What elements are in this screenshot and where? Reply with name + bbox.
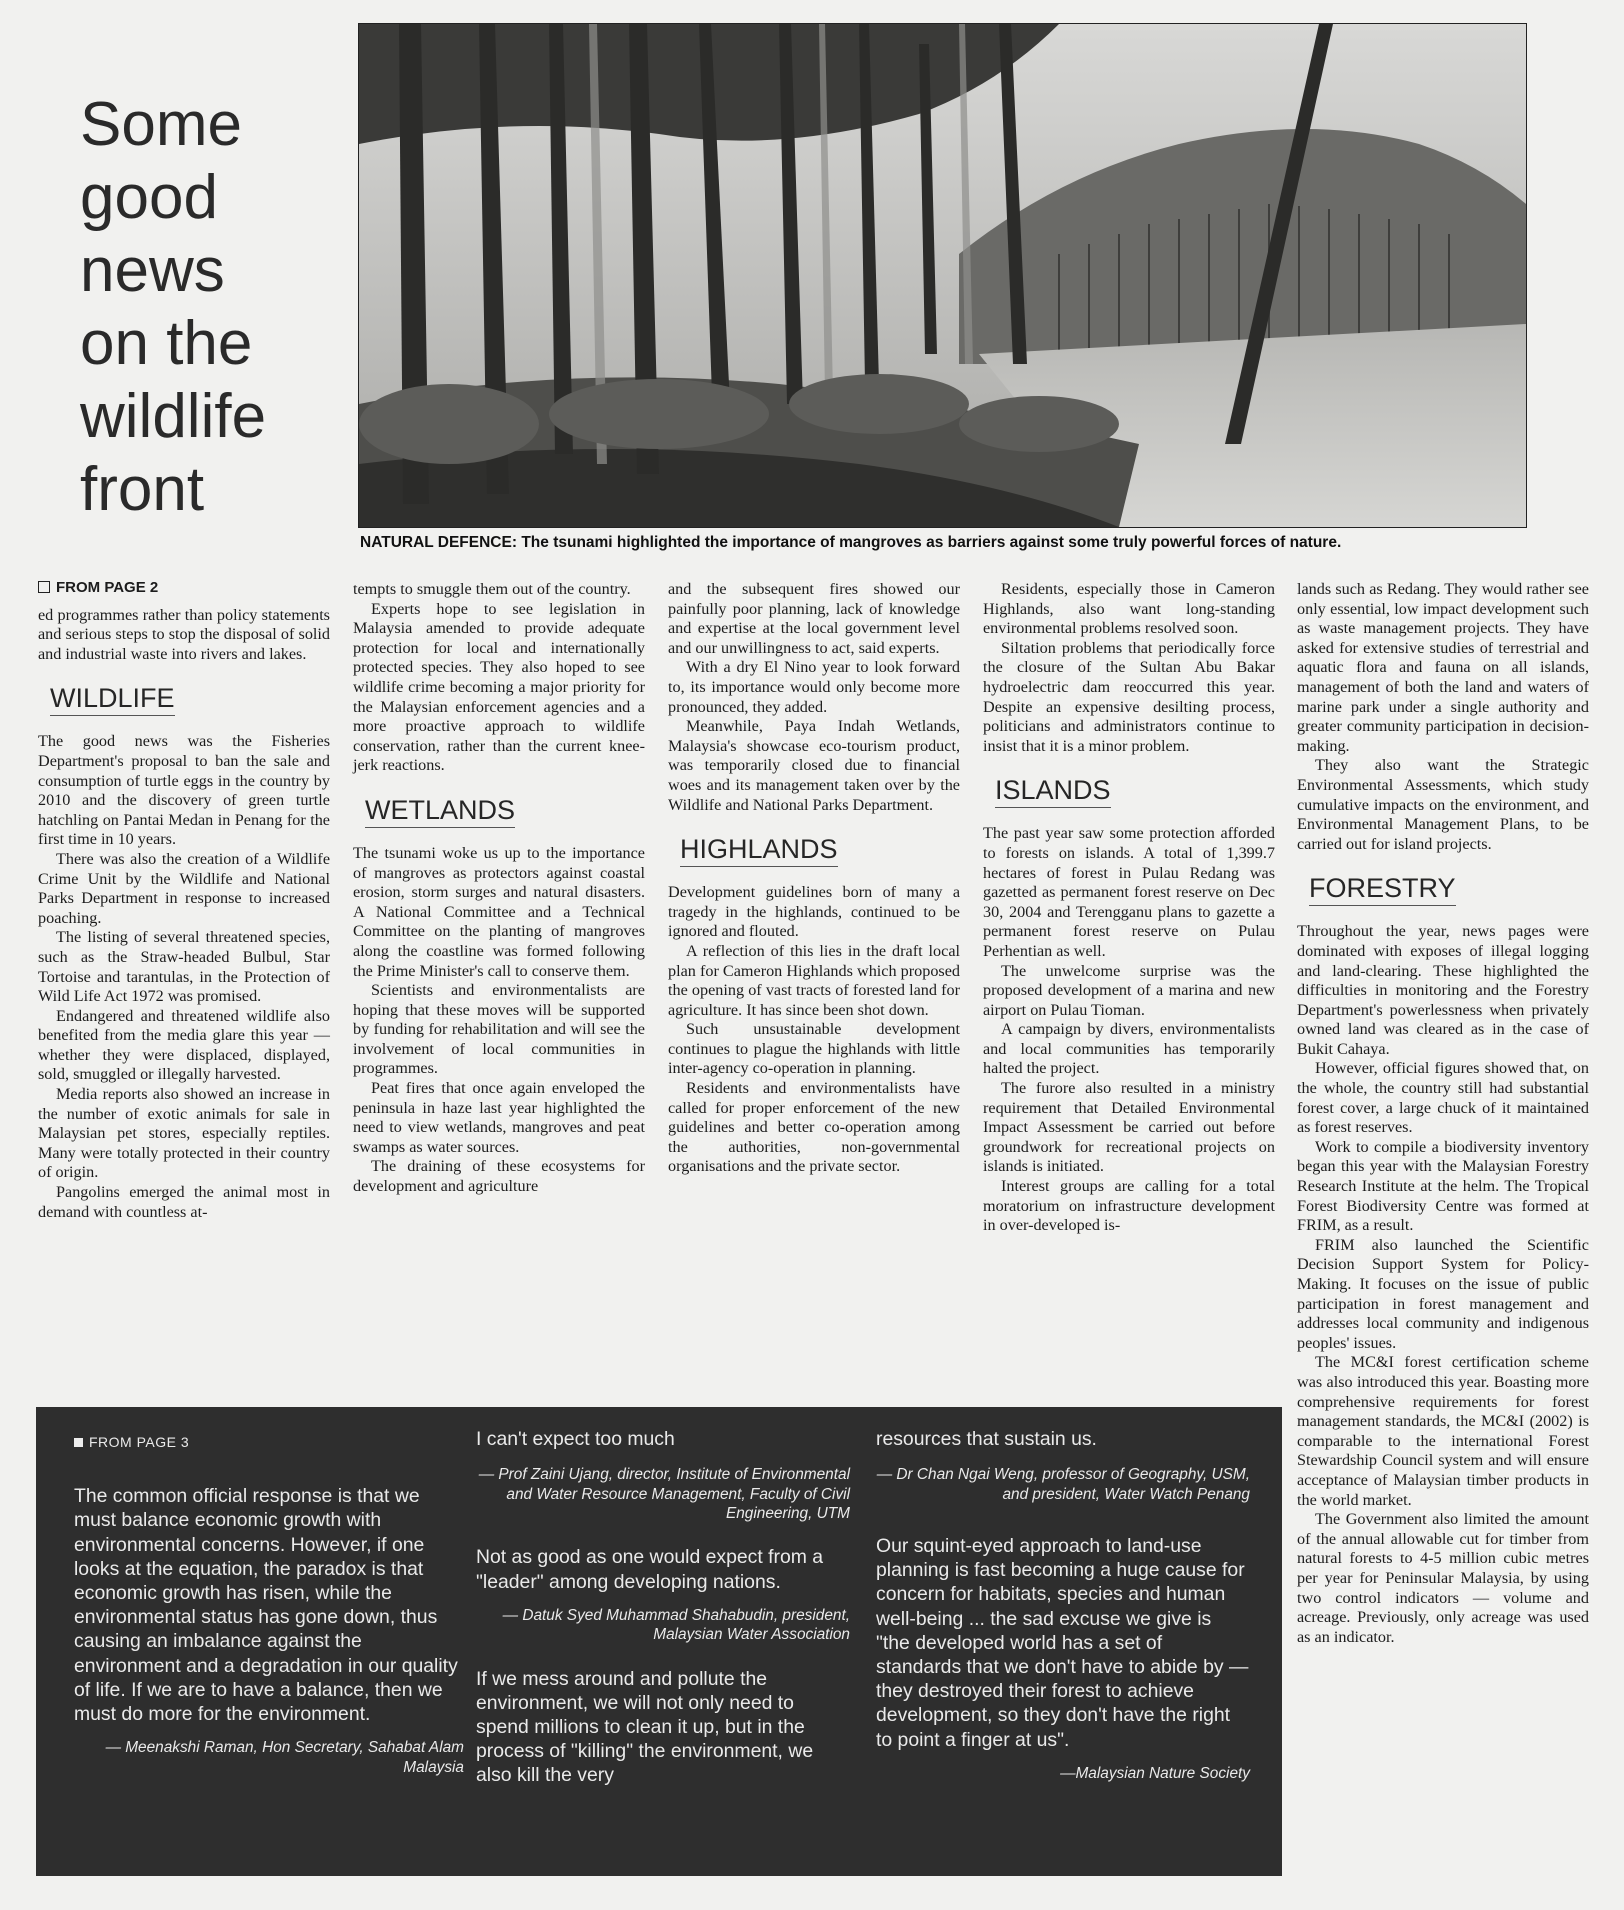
paragraph: The draining of these ecosystems for development and agriculture (353, 1157, 645, 1196)
article-column-2 (353, 580, 645, 1197)
quote-text: Not as good as one would expect from a "leader" among developing nations. (476, 1546, 824, 1593)
paragraph: Endangered and threatened wildlife also benefited from the media glare this year — whether they were displaced, displayed, sold, smuggled or illegally harvested. (38, 1006, 330, 1084)
quote-attribution: — Dr Chan Ngai Weng, professor of Geography, USM, and president, Water Watch Penang (876, 1466, 1250, 1503)
square-bullet-icon (38, 581, 50, 593)
article-column-1 (38, 578, 330, 1222)
paragraph: Residents, especially those in Cameron Highlands, also want long-standing environmental problems resolved soon. (983, 580, 1275, 638)
paragraph: The listing of several threatened species, such as the Straw-headed Bulbul, Star Tortoise and tarantulas, in the Protection of Wild Life Act 1972 was promised. (38, 928, 330, 1006)
paragraph: The past year saw some protection afforded to forests on islands. A total of 1,399.7 hectares of forest in Pulau Redang was gazetted as permanent forest reserve on Dec 30, 2004 and Terengganu plans to gazette a permanent forest reserve on Pulau Perhentian as well. (983, 824, 1275, 960)
paragraph: Interest groups are calling for a total moratorium on infrastructure development in over-developed is- (983, 1177, 1275, 1235)
paragraph: ed programmes rather than policy statements and serious steps to stop the disposal of solid and industrial waste into rivers and lakes. (38, 605, 330, 663)
headline-line: Some (80, 90, 242, 159)
headline-line: wildlife (80, 382, 267, 451)
section-heading-wildlife: WILDLIFE (50, 682, 175, 716)
caption-text: The tsunami highlighted the importance of mangroves as barriers against some truly powerful forces of nature. (521, 534, 1342, 551)
paragraph: Peat fires that once again enveloped the peninsula in haze last year highlighted the need to view wetlands, mangroves and peat swamps as water sources. (353, 1079, 645, 1156)
mangrove-photo (358, 23, 1527, 528)
quote-text: The common official response is that we must balance economic growth with environmental concerns. However, if one looks at the equation, the paradox is that economic growth has risen, while the environmental status has gone down, thus causing an imbalance against the environment and a degradation in our quality of life. If we are to have a balance, then we must do more for the environment. (74, 1485, 458, 1726)
paragraph: Work to compile a biodiversity inventory began this year with the Malaysian Forestry Research Institute at the helm. The Tropical Forest Biodiversity Centre was formed at FRIM, as a result. (1297, 1137, 1589, 1235)
headline-line: news (80, 236, 225, 305)
headline-line: good (80, 163, 218, 232)
from-page-2-label: FROM PAGE 2 (38, 578, 330, 598)
headline (80, 88, 340, 526)
paragraph: Media reports also showed an increase in the number of exotic animals for sale in Malaysian pet stores, especially reptiles. Many were totally protected in their country of origin. (38, 1085, 330, 1182)
paragraph: A campaign by divers, environmentalists and local communities has temporarily halted the project. (983, 1020, 1275, 1078)
section-heading-forestry: FORESTRY (1309, 872, 1456, 906)
from-page-3-label: FROM PAGE 3 (74, 1430, 464, 1454)
quote-text: If we mess around and pollute the environment, we will not only need to spend millions to clean it up, but in the process of "killing" the environment, we also kill the very (476, 1667, 814, 1787)
paragraph: Such unsustainable development continues to plague the highlands with little inter-agency co-operation in planning. (668, 1020, 960, 1078)
section-heading-islands: ISLANDS (995, 774, 1111, 808)
headline-line: front (80, 455, 205, 524)
paragraph: Siltation problems that periodically force the closure of the Sultan Abu Bakar hydroelectric dam reoccurred this year. Despite an expensive desilting process, politicians and administrators continue to insist that it is a minor problem. (983, 638, 1275, 755)
paragraph: tempts to smuggle them out of the country. (353, 580, 631, 598)
paragraph: They also want the Strategic Environmental Assessments, which study cumulative impacts on the environment, and Environmental Management Plans, to be carried out for island projects. (1297, 756, 1589, 853)
quote-column-2 (476, 1427, 850, 1788)
quote-text: I can't expect too much (476, 1428, 675, 1450)
square-bullet-icon (74, 1438, 83, 1447)
paragraph: There was also the creation of a Wildlife Crime Unit by the Wildlife and National Parks Department in response to increased poaching. (38, 849, 330, 927)
headline-line: on the (80, 309, 253, 378)
quotes-sidebar (36, 1407, 1282, 1876)
article-column-3 (668, 580, 960, 1177)
paragraph: The Government also limited the amount of the annual allowable cut for timber from natural forests to 4-5 million cubic metres per year for Peninsular Malaysia, by using two control indicators — volume and acreage. Previously, only acreage was used as an indicator. (1297, 1510, 1589, 1646)
quote-attribution: — Meenakshi Raman, Hon Secretary, Sahabat Alam Malaysia (105, 1739, 464, 1776)
paragraph: Meanwhile, Paya Indah Wetlands, Malaysia's showcase eco-tourism product, was temporarily closed due to financial woes and its management taken over by the Wildlife and National Parks Department. (668, 717, 960, 814)
paragraph: However, official figures showed that, on the whole, the country still had substantial forest cover, a large chuck of it maintained as forest reserves. (1297, 1059, 1589, 1137)
quote-text: resources that sustain us. (876, 1428, 1097, 1450)
quote-attribution: —Malaysian Nature Society (1060, 1764, 1250, 1782)
paragraph: The MC&I forest certification scheme was also introduced this year. Boasting more comprehensive requirements for forest management standards, the MC&I (2002) is comparable to the international Forest Stewardship Council system and will ensure acceptance of Malaysian timber products in the world market. (1297, 1353, 1589, 1509)
paragraph: FRIM also launched the Scientific Decision Support System for Policy-Making. It focuses on the issue of public participation in forest management and addresses local community and indigenous peoples' issues. (1297, 1235, 1589, 1352)
paragraph: Residents and environmentalists have called for proper enforcement of the new guidelines and better co-operation among the authorities, non-governmental organisations and the private sector. (668, 1079, 960, 1176)
paragraph: The furore also resulted in a ministry requirement that Detailed Environmental Impact Assessment be carried out before groundwork for recreational projects on islands is initiated. (983, 1079, 1275, 1176)
paragraph: The unwelcome surprise was the proposed development of a marina and new airport on Pulau Tioman. (983, 961, 1275, 1019)
quote-attribution: — Datuk Syed Muhammad Shahabudin, president, Malaysian Water Association (502, 1606, 850, 1644)
paragraph: lands such as Redang. They would rather see only essential, low impact development such as waste management projects. They have asked for extensive studies of terrestrial and aquatic flora and fauna on all islands, management of both the land and waters of marine park under a single authority and greater community participation in decision-making. (1297, 580, 1589, 755)
paragraph: Experts hope to see legislation in Malaysia amended to provide adequate protection for local and internationally protected species. They also hoped to see wildlife crime becoming a major priority for the Malaysian enforcement agencies and a more proactive approach to wildlife conservation, rather than the current knee-jerk reactions. (353, 599, 645, 775)
paragraph: and the subsequent fires showed our painfully poor planning, lack of knowledge and expertise at the local government level and our unwillingness to act, said experts. (668, 580, 960, 657)
section-heading-wetlands: WETLANDS (365, 794, 515, 828)
caption-label: NATURAL DEFENCE: (360, 534, 518, 551)
paragraph: A reflection of this lies in the draft local plan for Cameron Highlands which proposed the opening of vast tracts of forested land for agriculture. It has since been shot down. (668, 941, 960, 1019)
photo-caption (360, 534, 1526, 552)
paragraph: The good news was the Fisheries Department's proposal to ban the sale and consumption of turtle eggs in the country by 2010 and the discovery of green turtle hatchling on Pantai Medan in Penang for the first time in 10 years. (38, 732, 330, 849)
paragraph: Pangolins emerged the animal most in demand with countless at- (38, 1183, 330, 1221)
article-column-4 (983, 580, 1275, 1236)
section-heading-highlands: HIGHLANDS (680, 833, 838, 867)
quote-column-1 (74, 1430, 464, 1777)
quote-column-3 (876, 1427, 1250, 1783)
paragraph: With a dry El Nino year to look forward to, its importance would only become more pronounced, they added. (668, 658, 960, 716)
quote-attribution: — Prof Zaini Ujang, director, Institute of Environmental and Water Resource Management, Faculty of Civil Engineering, UTM (478, 1466, 850, 1523)
article-column-5 (1297, 580, 1589, 1647)
paragraph: Throughout the year, news pages were dominated with exposes of illegal logging and land-clearing. These highlighted the difficulties in monitoring and the Forestry Department's powerlessness when privately owned land was cleared as in the case of Bukit Cahaya. (1297, 922, 1589, 1058)
quote-text: Our squint-eyed approach to land-use planning is fast becoming a huge cause for concern for habitats, species and human well-being ... the sad excuse we give is "the developed world has a set of standards that we don't have to abide by — they destroyed their forest to achieve development, so they don't have the right to point a finger at us". (876, 1535, 1249, 1751)
mangrove-forest-image (359, 24, 1526, 527)
paragraph: Development guidelines born of many a tragedy in the highlands, continued to be ignored and flouted. (668, 883, 960, 941)
paragraph: Scientists and environmentalists are hoping that these moves will be supported by funding for rehabilitation and will see the involvement of local communities in programmes. (353, 981, 645, 1078)
paragraph: The tsunami woke us up to the importance of mangroves as protectors against coastal erosion, storm surges and natural disasters. A National Committee and a Technical Committee on the planting of mangroves along the coastline was formed following the Prime Minister's call to conserve them. (353, 843, 645, 980)
